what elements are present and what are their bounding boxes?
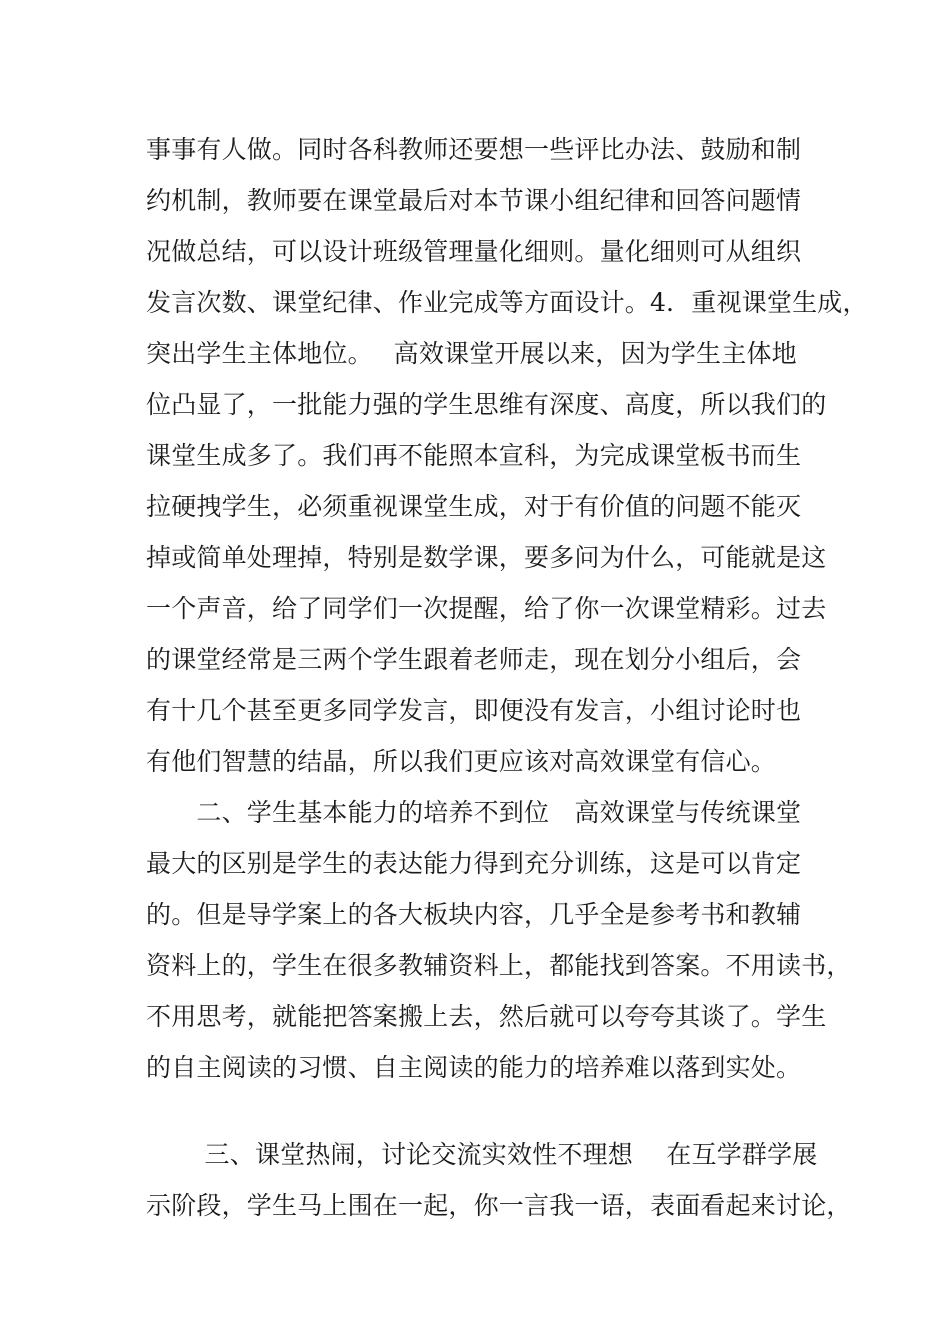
text-line: 有他们智慧的结晶，所以我们更应该对高效课堂有信心。: [146, 747, 777, 776]
text-line: 事事有人做。同时各科教师还要想一些评比办法、鼓励和制: [146, 135, 802, 164]
section-heading-line: 二、学生基本能力的培养不到位 高效课堂与传统课堂: [146, 798, 802, 827]
text-line: 突出学生主体地位。 高效课堂开展以来，因为学生主体地: [146, 339, 797, 368]
text-line: 的自主阅读的习惯、自主阅读的能力的培养难以落到实处。: [146, 1053, 802, 1082]
text-line: 一个声音，给了同学们一次提醒，给了你一次课堂精彩。过去: [146, 594, 827, 623]
text-line: 拉硬拽学生，必须重视课堂生成，对于有价值的问题不能灭: [146, 492, 802, 521]
text-line: 课堂生成多了。我们再不能照本宣科，为完成课堂板书而生: [146, 441, 802, 470]
text-line: 最大的区别是学生的表达能力得到充分训练，这是可以肯定: [146, 849, 802, 878]
text-line: 不用思考，就能把答案搬上去，然后就可以夸夸其谈了。学生: [146, 1002, 827, 1031]
text-line: 的。但是导学案上的各大板块内容，几乎全是参考书和教辅: [146, 900, 802, 929]
text-line: 掉或简单处理掉，特别是数学课，要多问为什么，可能就是这: [146, 543, 827, 572]
text-line: 位凸显了，一批能力强的学生思维有深度、高度，所以我们的: [146, 390, 827, 419]
text-line: 资料上的，学生在很多教辅资料上，都能找到答案。不用读书，: [146, 951, 852, 980]
section-heading-line: 三、课堂热闹，讨论交流实效性不理想 在互学群学展: [146, 1140, 818, 1169]
text-line: 发言次数、课堂纪律、作业完成等方面设计。4．重视课堂生成，: [146, 288, 868, 317]
text-line: 况做总结，可以设计班级管理量化细则。量化细则可从组织: [146, 237, 802, 266]
text-line: 有十几个甚至更多同学发言，即便没有发言，小组讨论时也: [146, 696, 802, 725]
text-line: 示阶段，学生马上围在一起，你一言我一语，表面看起来讨论，: [146, 1191, 852, 1220]
text-line: 的课堂经常是三两个学生跟着老师走，现在划分小组后，会: [146, 645, 802, 674]
text-line: 约机制，教师要在课堂最后对本节课小组纪律和回答问题情: [146, 186, 802, 215]
